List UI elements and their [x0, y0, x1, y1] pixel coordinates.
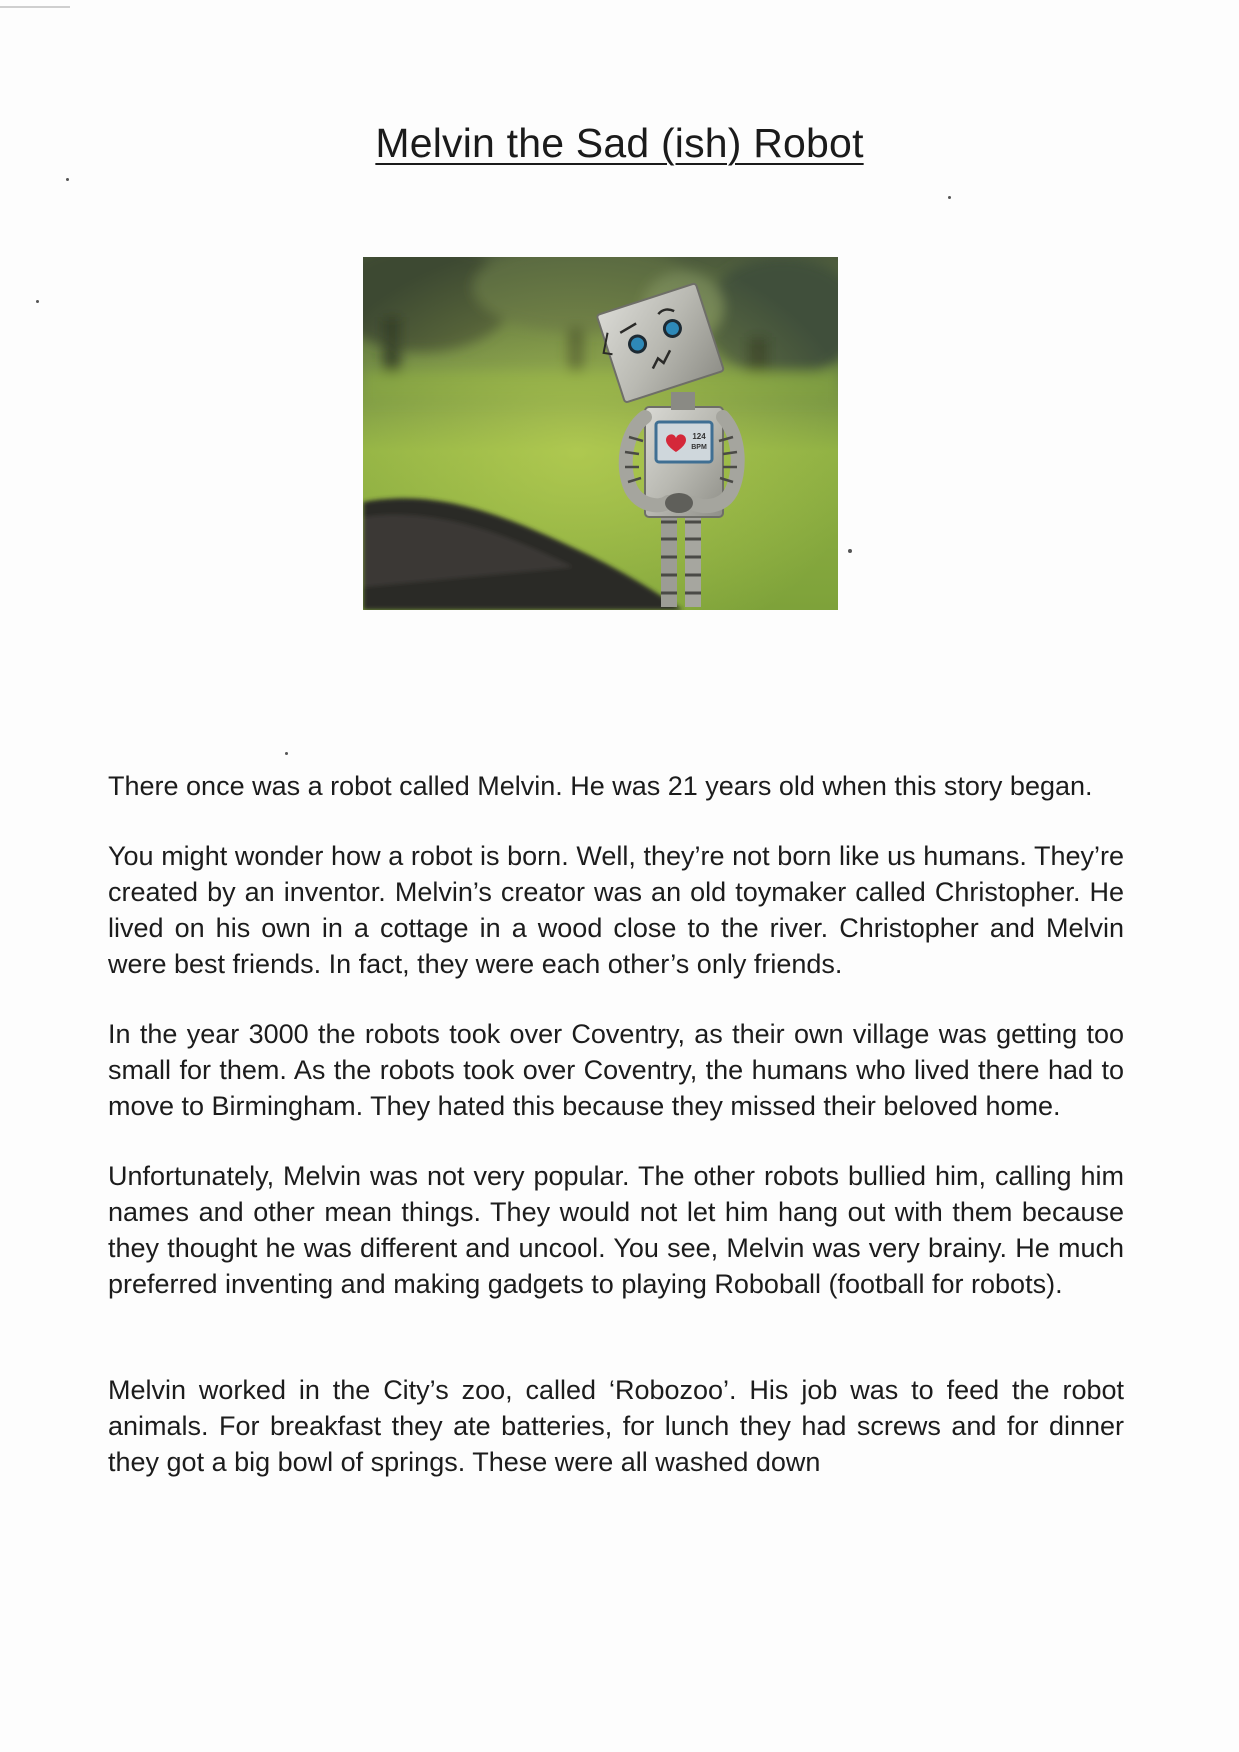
scan-speck — [66, 178, 69, 181]
scan-speck — [36, 300, 39, 303]
story-paragraph: You might wonder how a robot is born. Well, they’re not born like us humans. They’re created by an inventor. Melvin’s creator was an old toymaker called Christopher. He lived on his own in a cottage in a wood close to the river. Christopher and Melvin were best friends. In fact, they were each other’s only friends. — [108, 841, 1124, 979]
story-paragraph: Unfortunately, Melvin was not very popular. The other robots bullied him, calling him names and other mean things. They would not let him hang out with them because they thought he was different and uncool. You see, Melvin was very brainy. He much preferred inventing and making gadgets to playing Roboball (football for robots). — [108, 1161, 1124, 1299]
story-paragraph: There once was a robot called Melvin. He was 21 years old when this story began. — [108, 771, 1093, 801]
bpm-value: 124 — [692, 432, 706, 441]
scan-speck — [948, 196, 951, 199]
scan-artifact — [0, 6, 70, 8]
story-text — [108, 768, 1124, 1514]
story-paragraph: Melvin worked in the City’s zoo, called ‘Robozoo’. His job was to feed the robot animals. For breakfast they ate batteries, for lunch they had screws and for dinner they got a big bowl of springs. These were all washed down — [108, 1375, 1124, 1477]
scan-speck — [285, 752, 288, 755]
bpm-unit: BPM — [691, 444, 707, 451]
story-paragraph: In the year 3000 the robots took over Coventry, as their own village was getting too small for them. As the robots took over Coventry, the humans who lived there had to move to Birmingham. They hated this because they missed their beloved home. — [108, 1019, 1124, 1121]
page-title: Melvin the Sad (ish) Robot — [375, 120, 864, 166]
scan-speck — [848, 549, 852, 553]
sad-robot-photo — [363, 257, 838, 610]
